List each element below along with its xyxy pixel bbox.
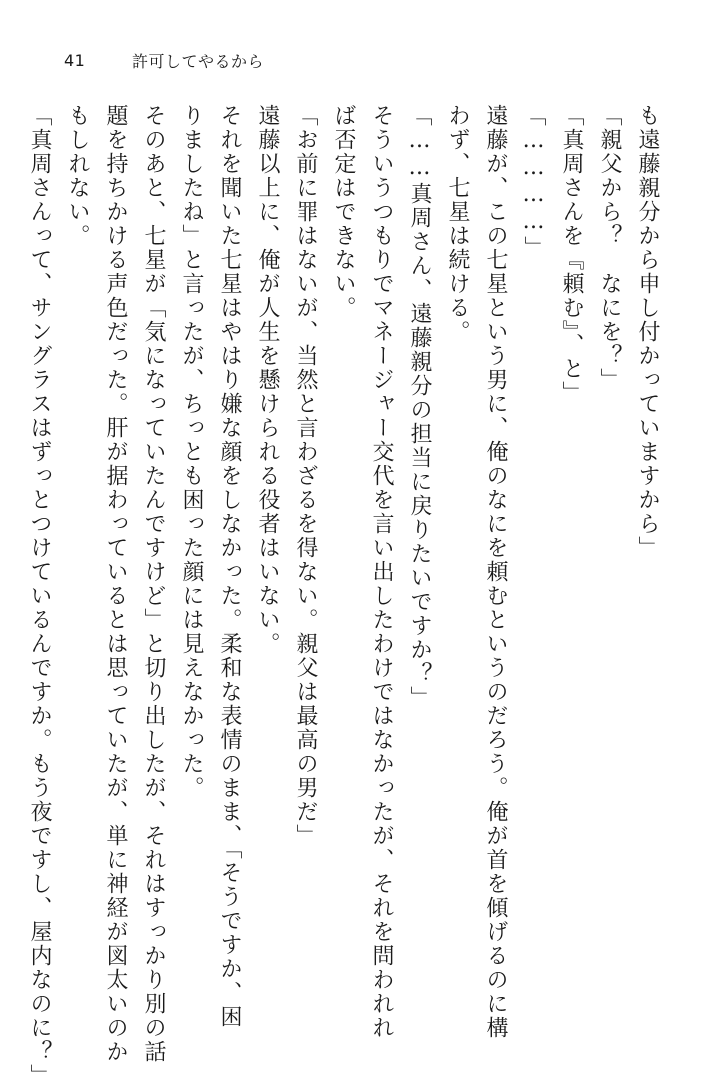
vertical-text-body [27,104,666,1088]
text-line: 「お前に罪はないが、当然と言わざるを得ない。親父は最高の男だ」 [293,104,318,848]
text-line: 遠藤以上に、俺が人生を懸けられる役者はいない。 [255,104,280,656]
text-line: 「親父から？ なにを？」 [597,104,622,392]
text-line: わず、七星は続ける。 [445,104,470,344]
text-line: もしれない。 [65,104,90,248]
text-line: 遠藤が、この七星という男に、俺のなにを頼むというのだろう。俺が首を傾げるのに構 [483,104,508,1040]
text-line: そのあと、七星が「気になっていたんですけど」と切り出したが、それはすっかり別の話 [141,104,166,1064]
page-header [64,48,264,72]
text-line: 「……真周さん、遠藤親分の担当に戻りたいですか？」 [407,104,432,710]
text-line: それを聞いた七星はやはり嫌な顔をしなかった。柔和な表情のまま、「そうですか、困 [217,104,242,1029]
page-number: 41 [64,50,86,70]
text-line: 題を持ちかける声色だった。肝が据わっているとは思っていたが、単に神経が図太いのか [103,104,128,1064]
text-line: そういうつもりでマネージャー交代を言い出したわけではなかったが、それを問われれ [369,104,394,1040]
chapter-title: 許可してやるから [132,51,265,71]
text-line: 「真周さんって、サングラスはずっとつけているんですか。もう夜ですし、屋内なのに？」 [27,104,52,1088]
text-line: ば否定はできない。 [331,104,356,320]
text-line: も遠藤親分から申し付かっていますから」 [635,104,660,560]
text-line: りましたね」と言ったが、ちっとも困った顔には見えなかった。 [179,104,204,800]
text-line: 「…………」 [521,104,546,260]
text-line: 「真周さんを『頼む』、と」 [559,104,584,405]
